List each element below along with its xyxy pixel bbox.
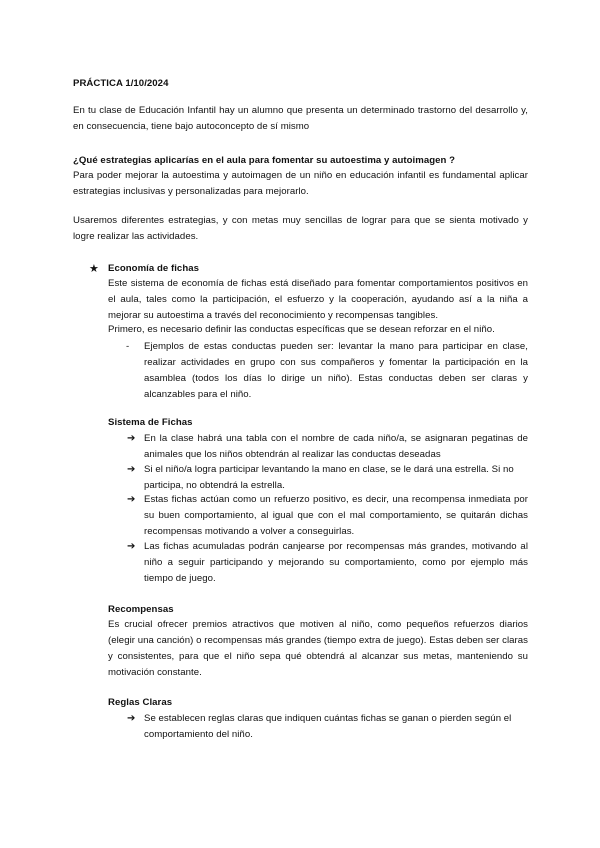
intro-paragraph: En tu clase de Educación Infantil hay un alumno que presenta un determinado trastorno del desarrollo y, en consecuencia, tiene bajo autoconcepto de sí mismo (73, 105, 528, 132)
arrow-right-icon: ➔ (127, 464, 136, 475)
sistema-item-text: Si el niño/a logra participar levantando la mano en clase, se le dará una estrella. Si no participa, no obtendrá la estrella. (144, 464, 514, 491)
sistema-item-text: Estas fichas actúan como un refuerzo positivo, es decir, una recompensa inmediata por su buen comportamiento, al igual que con el mal comportamiento, se quitarán dichas recompensas motivando a volver a conseguirlas. (144, 494, 528, 537)
sistema-item-text: Las fichas acumuladas podrán canjearse por recompensas más grandes, motivando al niño a seguir participando y mejorando su comportamiento, como por ejemplo más tiempo de juego. (144, 541, 528, 584)
sistema-heading: Sistema de Fichas (108, 417, 193, 428)
arrow-right-icon: ➔ (127, 433, 136, 444)
recompensas-paragraph: Es crucial ofrecer premios atractivos que motiven al niño, como pequeños refuerzos diarios (elegir una canción) o recompensas más grandes (tiempo extra de juego). Estas deben ser claras y consistentes, para que el niño sepa qué obtendrá al alcanzar sus metas, manteniendo su motivación constante. (108, 619, 528, 678)
dash-item-text: Ejemplos de estas conductas pueden ser: levantar la mano para participar en clase, realizar actividades en grupo con sus compañeros y fomentar la participación en la asamblea (todos los días lo dirige un niño). Estas conductas deben ser claras y alcanzables para el niño. (144, 341, 528, 400)
arrow-right-icon: ➔ (127, 494, 136, 505)
answer-paragraph-2: Usaremos diferentes estrategias, y con metas muy sencillas de lograr para que se sienta motivado y logre realizar las actividades. (73, 215, 528, 242)
arrow-right-icon: ➔ (127, 713, 136, 724)
economia-paragraph: Este sistema de economía de fichas está diseñado para fomentar comportamientos positivos en el aula, tales como la participación, el esfuerzo y la cooperación, ayudando así a la niña a mejorar su autoestima a través del reconocimiento y recompensas tangibles. (108, 278, 528, 321)
page-title: PRÁCTICA 1/10/2024 (73, 78, 169, 89)
answer-paragraph-1: Para poder mejorar la autoestima y autoimagen de un niño en educación infantil es fundamental aplicar estrategias inclusivas y personalizadas para mejorarlo. (73, 170, 528, 197)
reglas-item-text: Se establecen reglas claras que indiquen cuántas fichas se ganan o pierden según el comportamiento del niño. (144, 713, 512, 740)
dash-bullet: - (126, 341, 130, 352)
list-item (108, 339, 528, 403)
sistema-item-text: En la clase habrá una tabla con el nombre de cada niño/a, se asignaran pegatinas de animales que los niños obtendrán al realizar las conductas deseadas (144, 433, 528, 460)
recompensas-heading: Recompensas (108, 604, 174, 615)
arrow-right-icon: ➔ (127, 541, 136, 552)
star-bullet-icon: ★ (89, 263, 99, 275)
question-heading: ¿Qué estrategias aplicarías en el aula para fomentar su autoestima y autoimagen ? (73, 155, 456, 166)
economia-heading: Economía de fichas (108, 263, 200, 274)
reglas-heading: Reglas Claras (108, 697, 173, 708)
economia-paragraph-2: Primero, es necesario definir las conductas específicas que se desean reforzar en el niño. (108, 324, 495, 335)
